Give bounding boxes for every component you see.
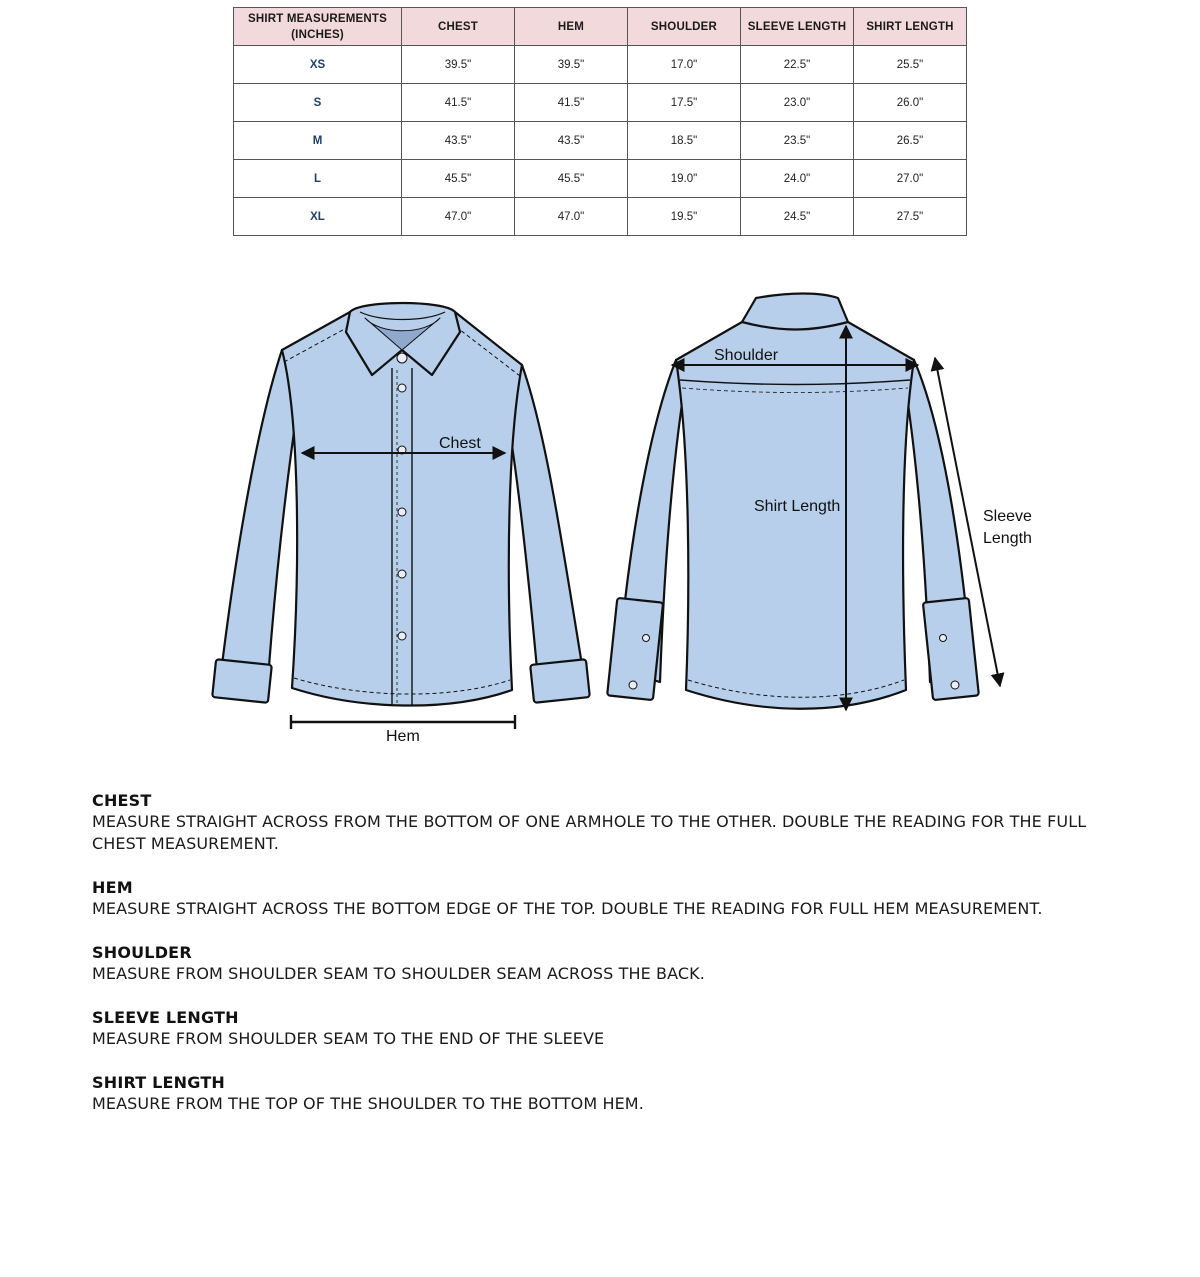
cuff-button-icon	[940, 635, 947, 642]
size-cell: XL	[234, 198, 402, 236]
shoulder-cell: 17.0"	[628, 46, 741, 84]
sleeve-cell: 23.0"	[741, 84, 854, 122]
definition-text: MEASURE STRAIGHT ACROSS THE BOTTOM EDGE OF THE TOP. DOUBLE THE READING FOR FULL HEM MEASUREMENT.	[92, 899, 1043, 918]
header-shirt-measurements: SHIRT MEASUREMENTS (INCHES)	[234, 8, 402, 46]
shoulder-cell: 19.0"	[628, 160, 741, 198]
definition-text: MEASURE STRAIGHT ACROSS FROM THE BOTTOM OF ONE ARMHOLE TO THE OTHER. DOUBLE THE READING FOR THE FULL CHEST MEASUREMENT.	[92, 812, 1087, 853]
sleeve-cell: 24.5"	[741, 198, 854, 236]
chest-cell: 45.5"	[402, 160, 515, 198]
hem-label: Hem	[386, 728, 420, 745]
shoulder-label: Shoulder	[714, 347, 779, 364]
shirt-measurement-diagram	[0, 270, 1200, 750]
back-collar	[742, 294, 848, 330]
chest-cell: 47.0"	[402, 198, 515, 236]
definition-chest	[92, 791, 1112, 855]
header-chest: CHEST	[402, 8, 515, 46]
sleeve-length-label-line1: Sleeve	[983, 508, 1032, 525]
front-left-cuff	[212, 659, 272, 703]
table-row	[234, 198, 967, 236]
definition-shirt-length	[92, 1073, 1112, 1115]
table-row	[234, 122, 967, 160]
sleeve-cell: 24.0"	[741, 160, 854, 198]
definition-term: SHOULDER	[92, 943, 192, 962]
front-shirt-illustration	[212, 303, 590, 706]
button-icon	[398, 508, 406, 516]
definition-term: CHEST	[92, 791, 152, 810]
definition-shoulder	[92, 943, 1112, 985]
cuff-button-icon	[629, 681, 637, 689]
definition-text: MEASURE FROM SHOULDER SEAM TO SHOULDER SEAM ACROSS THE BACK.	[92, 964, 705, 983]
length-cell: 27.0"	[854, 160, 967, 198]
header-shirt-length: SHIRT LENGTH	[854, 8, 967, 46]
definition-term: SLEEVE LENGTH	[92, 1008, 239, 1027]
definition-hem	[92, 878, 1112, 920]
table-row	[234, 46, 967, 84]
definition-text: MEASURE FROM THE TOP OF THE SHOULDER TO THE BOTTOM HEM.	[92, 1094, 644, 1113]
size-cell: M	[234, 122, 402, 160]
shirt-length-label: Shirt Length	[754, 498, 841, 515]
size-cell: L	[234, 160, 402, 198]
shoulder-cell: 18.5"	[628, 122, 741, 160]
button-icon	[397, 353, 407, 363]
definition-term: SHIRT LENGTH	[92, 1073, 226, 1092]
size-chart-table	[233, 7, 967, 236]
length-cell: 26.0"	[854, 84, 967, 122]
length-cell: 25.5"	[854, 46, 967, 84]
size-cell: S	[234, 84, 402, 122]
sleeve-length-label-line2: Length	[983, 530, 1032, 547]
length-cell: 27.5"	[854, 198, 967, 236]
table-header-row	[234, 8, 967, 46]
hem-cell: 45.5"	[515, 160, 628, 198]
definition-sleeve-length	[92, 1008, 1112, 1050]
length-cell: 26.5"	[854, 122, 967, 160]
hem-cell: 43.5"	[515, 122, 628, 160]
button-icon	[398, 384, 406, 392]
size-cell: XS	[234, 46, 402, 84]
definition-term: HEM	[92, 878, 133, 897]
table-row	[234, 84, 967, 122]
chest-cell: 43.5"	[402, 122, 515, 160]
hem-cell: 47.0"	[515, 198, 628, 236]
chest-label: Chest	[439, 435, 481, 452]
table-row	[234, 160, 967, 198]
back-body	[676, 322, 914, 709]
sleeve-cell: 22.5"	[741, 46, 854, 84]
button-icon	[398, 632, 406, 640]
cuff-button-icon	[643, 635, 650, 642]
front-right-cuff	[530, 659, 590, 703]
cuff-button-icon	[951, 681, 959, 689]
chest-cell: 41.5"	[402, 84, 515, 122]
definition-text: MEASURE FROM SHOULDER SEAM TO THE END OF THE SLEEVE	[92, 1029, 605, 1048]
front-right-sleeve	[508, 365, 582, 680]
hem-cell: 39.5"	[515, 46, 628, 84]
button-icon	[398, 570, 406, 578]
chest-cell: 39.5"	[402, 46, 515, 84]
front-left-sleeve	[222, 350, 300, 680]
shoulder-cell: 19.5"	[628, 198, 741, 236]
header-sleeve-length: SLEEVE LENGTH	[741, 8, 854, 46]
shoulder-cell: 17.5"	[628, 84, 741, 122]
measurement-definitions	[92, 791, 1112, 1138]
hem-measure-bar	[291, 715, 515, 729]
hem-cell: 41.5"	[515, 84, 628, 122]
sleeve-cell: 23.5"	[741, 122, 854, 160]
header-hem: HEM	[515, 8, 628, 46]
header-shoulder: SHOULDER	[628, 8, 741, 46]
